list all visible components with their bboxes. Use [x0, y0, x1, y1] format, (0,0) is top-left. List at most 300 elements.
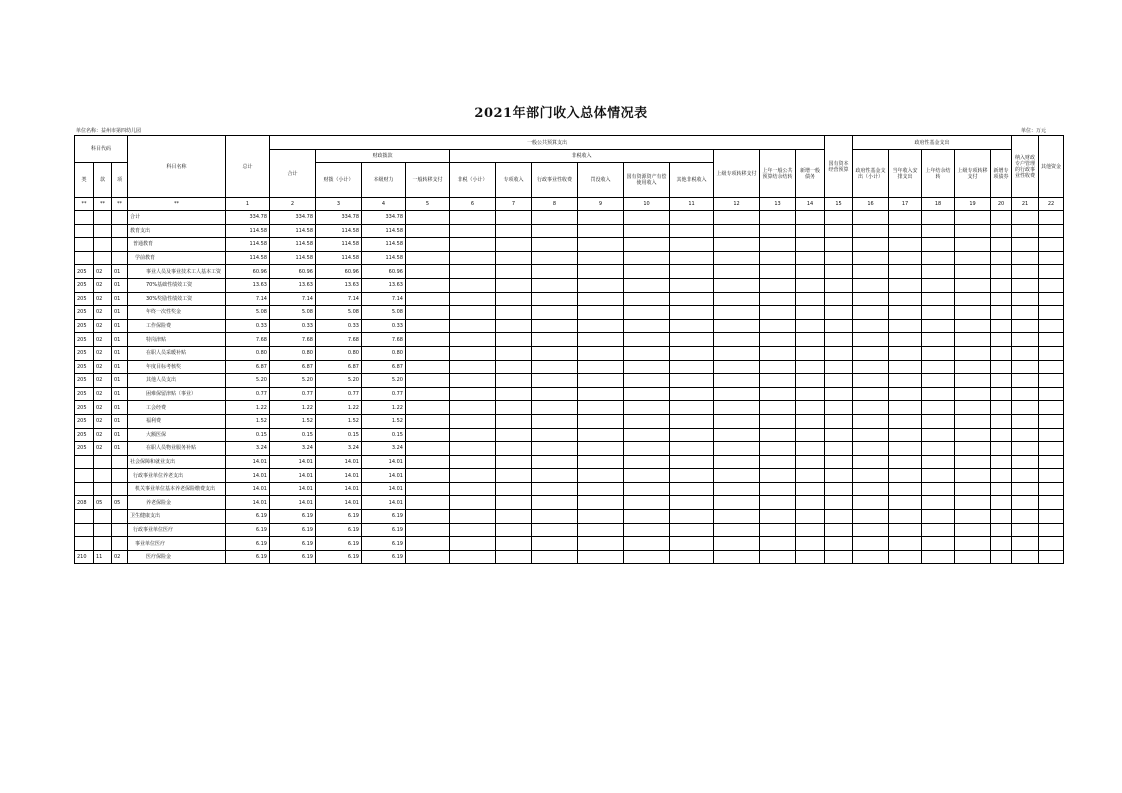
- empty-cell: [889, 319, 922, 333]
- total-cell: 1.22: [226, 401, 270, 415]
- empty-cell: [955, 360, 991, 374]
- empty-cell: [624, 265, 670, 279]
- table-row: [75, 224, 1064, 238]
- empty-cell: [825, 224, 853, 238]
- empty-cell: [825, 333, 853, 347]
- empty-cell: [532, 346, 578, 360]
- empty-cell: [955, 482, 991, 496]
- class-code-cell: 205: [75, 442, 94, 456]
- empty-cell: [760, 428, 796, 442]
- empty-cell: [796, 428, 825, 442]
- empty-cell: [796, 496, 825, 510]
- empty-cell: [991, 224, 1012, 238]
- empty-cell: [670, 238, 714, 252]
- empty-cell: [760, 482, 796, 496]
- total-cell: 114.58: [226, 224, 270, 238]
- empty-cell: [496, 374, 532, 388]
- table-row: [75, 442, 1064, 456]
- class-code-cell: 205: [75, 428, 94, 442]
- empty-cell: [670, 346, 714, 360]
- local-finance-cell: 0.80: [362, 346, 406, 360]
- header-subject-name: 科目名称: [128, 136, 226, 198]
- empty-cell: [1012, 523, 1039, 537]
- empty-cell: [670, 265, 714, 279]
- empty-cell: [796, 523, 825, 537]
- empty-cell: [670, 306, 714, 320]
- table-row: [75, 428, 1064, 442]
- empty-cell: [991, 469, 1012, 483]
- section-code-cell: 02: [94, 306, 112, 320]
- unit-label: 单位：万元: [1020, 128, 1046, 134]
- item-code-cell: [112, 469, 128, 483]
- empty-cell: [1012, 319, 1039, 333]
- empty-cell: [1039, 387, 1064, 401]
- empty-cell: [532, 442, 578, 456]
- empty-cell: [1039, 319, 1064, 333]
- empty-cell: [796, 211, 825, 225]
- empty-cell: [532, 523, 578, 537]
- empty-cell: [670, 496, 714, 510]
- header-nontax-subtotal: 非税（小计）: [450, 163, 496, 198]
- item-code-cell: 02: [112, 550, 128, 564]
- local-finance-cell: 14.01: [362, 469, 406, 483]
- empty-cell: [450, 401, 496, 415]
- empty-cell: [760, 292, 796, 306]
- empty-cell: [922, 306, 955, 320]
- empty-cell: [760, 442, 796, 456]
- empty-cell: [496, 292, 532, 306]
- empty-cell: [1039, 482, 1064, 496]
- empty-cell: [624, 550, 670, 564]
- item-code-cell: [112, 224, 128, 238]
- empty-cell: [922, 496, 955, 510]
- subject-name-cell: 养老保险金: [128, 496, 226, 510]
- empty-cell: [714, 469, 760, 483]
- subtotal-cell: 3.24: [270, 442, 316, 456]
- class-code-cell: 205: [75, 346, 94, 360]
- empty-cell: [825, 537, 853, 551]
- empty-cell: [450, 482, 496, 496]
- empty-cell: [578, 333, 624, 347]
- header-state-assets: 国有资源资产有偿使用收入: [624, 163, 670, 198]
- empty-cell: [532, 510, 578, 524]
- class-code-cell: [75, 238, 94, 252]
- local-finance-cell: 114.58: [362, 224, 406, 238]
- empty-cell: [578, 306, 624, 320]
- empty-cell: [1039, 333, 1064, 347]
- empty-cell: [955, 374, 991, 388]
- empty-cell: [450, 278, 496, 292]
- empty-cell: [1039, 401, 1064, 415]
- empty-cell: [796, 455, 825, 469]
- fiscal-subtotal-cell: 6.19: [316, 523, 362, 537]
- empty-cell: [922, 414, 955, 428]
- subtotal-cell: 13.63: [270, 278, 316, 292]
- empty-cell: [532, 211, 578, 225]
- table-row: [75, 306, 1064, 320]
- index-cell: 21: [1012, 198, 1039, 211]
- empty-cell: [714, 496, 760, 510]
- class-code-cell: [75, 224, 94, 238]
- empty-cell: [670, 523, 714, 537]
- total-cell: 7.68: [226, 333, 270, 347]
- empty-cell: [532, 224, 578, 238]
- empty-cell: [670, 510, 714, 524]
- empty-cell: [1012, 550, 1039, 564]
- fiscal-subtotal-cell: 7.68: [316, 333, 362, 347]
- empty-cell: [955, 292, 991, 306]
- empty-cell: [578, 550, 624, 564]
- item-code-cell: [112, 455, 128, 469]
- empty-cell: [670, 292, 714, 306]
- index-cell: 18: [922, 198, 955, 211]
- table-row: [75, 537, 1064, 551]
- class-code-cell: 205: [75, 306, 94, 320]
- empty-cell: [955, 251, 991, 265]
- empty-cell: [1012, 401, 1039, 415]
- empty-cell: [624, 360, 670, 374]
- local-finance-cell: 14.01: [362, 455, 406, 469]
- item-code-cell: [112, 482, 128, 496]
- empty-cell: [889, 387, 922, 401]
- total-cell: 14.01: [226, 496, 270, 510]
- empty-cell: [922, 333, 955, 347]
- header-special-income: 专项收入: [496, 163, 532, 198]
- empty-cell: [406, 496, 450, 510]
- empty-cell: [991, 496, 1012, 510]
- empty-cell: [796, 278, 825, 292]
- empty-cell: [922, 442, 955, 456]
- empty-cell: [955, 238, 991, 252]
- empty-cell: [578, 455, 624, 469]
- fiscal-subtotal-cell: 0.77: [316, 387, 362, 401]
- total-cell: 3.24: [226, 442, 270, 456]
- empty-cell: [991, 360, 1012, 374]
- empty-cell: [578, 496, 624, 510]
- empty-cell: [853, 306, 889, 320]
- class-code-cell: 208: [75, 496, 94, 510]
- total-cell: 0.15: [226, 428, 270, 442]
- header-local-finance: 本级财力: [362, 163, 406, 198]
- empty-cell: [760, 469, 796, 483]
- table-row: [75, 374, 1064, 388]
- empty-cell: [670, 333, 714, 347]
- empty-cell: [578, 238, 624, 252]
- empty-cell: [406, 265, 450, 279]
- empty-cell: [991, 401, 1012, 415]
- empty-cell: [532, 496, 578, 510]
- empty-cell: [578, 482, 624, 496]
- empty-cell: [991, 319, 1012, 333]
- subtotal-cell: 6.19: [270, 537, 316, 551]
- empty-cell: [991, 346, 1012, 360]
- header-fines: 罚没收入: [578, 163, 624, 198]
- empty-cell: [760, 550, 796, 564]
- empty-cell: [670, 278, 714, 292]
- item-code-cell: 01: [112, 374, 128, 388]
- empty-cell: [922, 387, 955, 401]
- index-cell: 4: [362, 198, 406, 211]
- item-code-cell: 01: [112, 319, 128, 333]
- empty-cell: [1012, 455, 1039, 469]
- empty-cell: [825, 523, 853, 537]
- empty-cell: [991, 428, 1012, 442]
- empty-cell: [450, 428, 496, 442]
- header-new-special-bond: 新增专项债券: [991, 150, 1012, 198]
- empty-cell: [825, 428, 853, 442]
- empty-cell: [922, 360, 955, 374]
- empty-cell: [406, 510, 450, 524]
- empty-cell: [1039, 265, 1064, 279]
- subject-name-cell: 事业单位医疗: [128, 537, 226, 551]
- local-finance-cell: 7.68: [362, 333, 406, 347]
- empty-cell: [955, 428, 991, 442]
- empty-cell: [922, 292, 955, 306]
- empty-cell: [796, 550, 825, 564]
- empty-cell: [406, 428, 450, 442]
- empty-cell: [450, 265, 496, 279]
- empty-cell: [406, 523, 450, 537]
- empty-cell: [532, 292, 578, 306]
- item-code-cell: [112, 537, 128, 551]
- empty-cell: [796, 374, 825, 388]
- empty-cell: [889, 401, 922, 415]
- empty-cell: [406, 537, 450, 551]
- empty-cell: [853, 224, 889, 238]
- item-code-cell: [112, 510, 128, 524]
- empty-cell: [955, 469, 991, 483]
- empty-cell: [955, 306, 991, 320]
- local-finance-cell: 6.19: [362, 510, 406, 524]
- local-finance-cell: 6.19: [362, 523, 406, 537]
- empty-cell: [853, 455, 889, 469]
- fiscal-subtotal-cell: 0.33: [316, 319, 362, 333]
- empty-cell: [624, 469, 670, 483]
- fiscal-subtotal-cell: 60.96: [316, 265, 362, 279]
- empty-cell: [532, 482, 578, 496]
- empty-cell: [406, 346, 450, 360]
- empty-cell: [496, 550, 532, 564]
- fiscal-subtotal-cell: 14.01: [316, 455, 362, 469]
- class-code-cell: [75, 523, 94, 537]
- empty-cell: [532, 537, 578, 551]
- empty-cell: [496, 333, 532, 347]
- empty-cell: [955, 265, 991, 279]
- total-cell: 114.58: [226, 238, 270, 252]
- index-cell: 8: [532, 198, 578, 211]
- empty-cell: [760, 496, 796, 510]
- table-row: [75, 482, 1064, 496]
- empty-cell: [714, 211, 760, 225]
- total-cell: 6.87: [226, 360, 270, 374]
- fiscal-subtotal-cell: 6.87: [316, 360, 362, 374]
- empty-cell: [796, 224, 825, 238]
- empty-cell: [670, 360, 714, 374]
- fiscal-subtotal-cell: 6.19: [316, 510, 362, 524]
- empty-cell: [991, 292, 1012, 306]
- table-row: [75, 292, 1064, 306]
- empty-cell: [1039, 238, 1064, 252]
- empty-cell: [532, 265, 578, 279]
- empty-cell: [853, 251, 889, 265]
- subtotal-cell: 14.01: [270, 469, 316, 483]
- empty-cell: [406, 442, 450, 456]
- empty-cell: [796, 306, 825, 320]
- class-code-cell: 205: [75, 360, 94, 374]
- section-code-cell: [94, 211, 112, 225]
- empty-cell: [496, 482, 532, 496]
- subtotal-cell: 7.14: [270, 292, 316, 306]
- empty-cell: [825, 211, 853, 225]
- class-code-cell: 210: [75, 550, 94, 564]
- item-code-cell: 01: [112, 265, 128, 279]
- empty-cell: [796, 414, 825, 428]
- empty-cell: [578, 251, 624, 265]
- empty-cell: [496, 523, 532, 537]
- index-cell: 5: [406, 198, 450, 211]
- empty-cell: [760, 333, 796, 347]
- empty-cell: [853, 265, 889, 279]
- item-code-cell: 01: [112, 346, 128, 360]
- empty-cell: [1039, 292, 1064, 306]
- empty-cell: [714, 238, 760, 252]
- local-finance-cell: 14.01: [362, 496, 406, 510]
- empty-cell: [450, 550, 496, 564]
- index-cell: 12: [714, 198, 760, 211]
- empty-cell: [578, 360, 624, 374]
- empty-cell: [955, 387, 991, 401]
- empty-cell: [532, 387, 578, 401]
- section-code-cell: [94, 251, 112, 265]
- table-row: [75, 523, 1064, 537]
- empty-cell: [714, 265, 760, 279]
- empty-cell: [955, 319, 991, 333]
- fiscal-subtotal-cell: 114.58: [316, 224, 362, 238]
- subject-name-cell: 大额医保: [128, 428, 226, 442]
- empty-cell: [670, 387, 714, 401]
- empty-cell: [922, 374, 955, 388]
- section-code-cell: [94, 523, 112, 537]
- subject-name-cell: 工作保险费: [128, 319, 226, 333]
- empty-cell: [853, 360, 889, 374]
- local-finance-cell: 7.14: [362, 292, 406, 306]
- empty-cell: [1039, 306, 1064, 320]
- header-fiscal-subtotal: 财拨（小计）: [316, 163, 362, 198]
- empty-cell: [450, 510, 496, 524]
- empty-cell: [955, 496, 991, 510]
- subtotal-cell: 14.01: [270, 455, 316, 469]
- empty-cell: [624, 442, 670, 456]
- empty-cell: [532, 333, 578, 347]
- fiscal-subtotal-cell: 1.22: [316, 401, 362, 415]
- empty-cell: [532, 428, 578, 442]
- empty-cell: [714, 550, 760, 564]
- empty-cell: [1039, 550, 1064, 564]
- section-code-cell: 02: [94, 292, 112, 306]
- empty-cell: [760, 265, 796, 279]
- empty-cell: [406, 374, 450, 388]
- empty-cell: [450, 469, 496, 483]
- table-row: [75, 265, 1064, 279]
- local-finance-cell: 1.22: [362, 401, 406, 415]
- empty-cell: [714, 537, 760, 551]
- empty-cell: [825, 238, 853, 252]
- local-finance-cell: 6.19: [362, 550, 406, 564]
- subject-name-cell: 合计: [128, 211, 226, 225]
- item-code-cell: 01: [112, 306, 128, 320]
- empty-cell: [991, 374, 1012, 388]
- empty-cell: [714, 278, 760, 292]
- empty-cell: [624, 510, 670, 524]
- empty-cell: [922, 455, 955, 469]
- empty-cell: [714, 401, 760, 415]
- empty-cell: [760, 455, 796, 469]
- subtotal-cell: 14.01: [270, 496, 316, 510]
- subject-name-cell: 年终一次性奖金: [128, 306, 226, 320]
- income-table: [74, 135, 1064, 564]
- empty-cell: [991, 455, 1012, 469]
- empty-cell: [922, 211, 955, 225]
- empty-cell: [532, 238, 578, 252]
- local-finance-cell: 6.19: [362, 537, 406, 551]
- empty-cell: [496, 442, 532, 456]
- empty-cell: [1012, 360, 1039, 374]
- local-finance-cell: 6.87: [362, 360, 406, 374]
- empty-cell: [760, 537, 796, 551]
- item-code-cell: 01: [112, 387, 128, 401]
- empty-cell: [578, 319, 624, 333]
- empty-cell: [714, 251, 760, 265]
- empty-cell: [1039, 278, 1064, 292]
- empty-cell: [578, 211, 624, 225]
- empty-cell: [889, 333, 922, 347]
- subtotal-cell: 5.08: [270, 306, 316, 320]
- empty-cell: [1012, 265, 1039, 279]
- table-row: [75, 360, 1064, 374]
- empty-cell: [955, 414, 991, 428]
- empty-cell: [991, 211, 1012, 225]
- empty-cell: [991, 306, 1012, 320]
- empty-cell: [406, 251, 450, 265]
- empty-cell: [922, 537, 955, 551]
- empty-cell: [922, 319, 955, 333]
- empty-cell: [1039, 523, 1064, 537]
- empty-cell: [760, 319, 796, 333]
- empty-cell: [406, 482, 450, 496]
- empty-cell: [670, 401, 714, 415]
- empty-cell: [991, 278, 1012, 292]
- header-admin-fees: 行政事业性收费: [532, 163, 578, 198]
- section-code-cell: 02: [94, 333, 112, 347]
- empty-cell: [624, 278, 670, 292]
- index-cell: **: [75, 198, 94, 211]
- empty-cell: [889, 496, 922, 510]
- section-code-cell: [94, 482, 112, 496]
- empty-cell: [1039, 414, 1064, 428]
- empty-cell: [853, 482, 889, 496]
- empty-cell: [1012, 496, 1039, 510]
- empty-cell: [853, 374, 889, 388]
- empty-cell: [853, 442, 889, 456]
- empty-cell: [624, 482, 670, 496]
- empty-cell: [760, 238, 796, 252]
- empty-cell: [406, 550, 450, 564]
- empty-cell: [624, 401, 670, 415]
- section-code-cell: [94, 455, 112, 469]
- section-code-cell: 11: [94, 550, 112, 564]
- total-cell: 1.52: [226, 414, 270, 428]
- header-current-year-fund: 当年收入安排支出: [889, 150, 922, 198]
